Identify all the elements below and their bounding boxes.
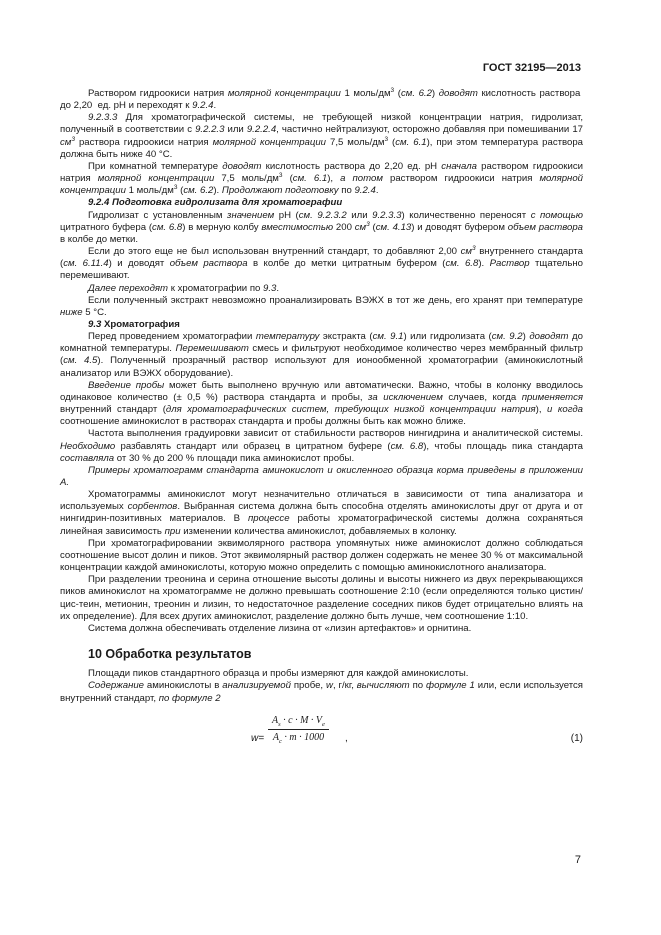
formula-numerator: $A_s \cdot c \cdot M \cdot V_e$ [268, 715, 329, 730]
body-paragraph: Хроматограммы аминокислот могут незначительно отличаться в зависимости от типа анализатора и используемых сорбентов. Выбранная система должна быть способна отделять аминокислоты друг от друга и от нингидрин-позитивных материалов. В процессе работы хроматографической системы должна сохраняться линейная зависимость при изменении количества аминокислот, добавляемых в колонку. [60, 489, 583, 537]
body-paragraph: Если полученный экстракт невозможно проанализировать ВЭЖХ в тот же день, его хранят при температуре ниже 5 °С. [60, 294, 583, 318]
body-paragraph: Система должна обеспечивать отделение лизина от «лизин артефактов» и орнитина. [88, 622, 472, 634]
body-paragraph: Гидролизат с установленным значением рН (см. 9.2.3.2 или 9.2.3.3) количественно переносят с помощью цитратного буфера (см. 6.8) в мерную колбу вместимостью 200 $см^3$ (см. 4.13) и доводят буфером объем раствора в колбе до метки. [60, 209, 583, 245]
formula-trailing: , [345, 732, 348, 744]
body-paragraph: Частота выполнения градуировки зависит от стабильности растворов нингидрина и аналитической системы. Необходимо разбавлять стандарт или образец в цитратном буфере (см. 6.8), чтобы площадь пика стандарта составляла от 30 % до 200 % площади пика аминокислот пробы. [60, 428, 583, 464]
body-paragraphs [60, 88, 583, 635]
subsection-heading: 9.3 Хроматография [88, 318, 180, 330]
document-code-header: ГОСТ 32195—2013 [482, 62, 581, 74]
body-paragraph: Перед проведением хроматографии температуру экстракта (см. 9.1) или гидролизата (см. 9.2) доводят до комнатной температуры. Перемешивают смесь и фильтруют необходимое количество через мембранный фильтр (см. 4.5). Полученный прозрачный раствор используют для ионообменной хроматографии (аминокислотный анализатор или ВЭЖХ оборудование). [60, 331, 584, 379]
body-paragraph: При хроматографировании эквимолярного раствора упомянутых ниже аминокислот должно соблюдаться соотношение высот долин и пиков. Этот эквимолярный раствор должен содержать не менее 30 % от максимальной концентрации каждой аминокислоты, которую можно определить с помощью аминокислотного анализатора. [60, 537, 583, 574]
body-paragraph: Далее переходят к хроматографии по 9.3. [88, 282, 280, 294]
page-number: 7 [574, 854, 581, 866]
formula-number: (1) [570, 732, 583, 744]
formula-fraction [268, 715, 329, 744]
body-paragraph: 9.2.3.3 Для хроматографической системы, не требующей низкой концентрации натрия, гидролизат, полученный в соответствии с 9.2.2.3 или 9.2.2.4, частично нейтрализуют, осторожно добавляя при помешивании 17 $см^3$ раствора гидроокиси натрия молярной концентрации 7,5 моль/$дм^3$ (см. 6.1), при этом температура раствора должна быть ниже 40 °С. [60, 112, 584, 160]
body-paragraph: Площади пиков стандартного образца и пробы измеряют для каждой аминокислоты. [88, 668, 469, 680]
body-paragraph: Введение пробы может быть выполнено вручную или автоматически. Важно, чтобы в колонку вводилось одинаковое количество (± 0,5 %) раствора стандарта и пробы, за исключением случаев, когда применяется внутренний стандарт (для хроматографических систем, требующих низкой концентрации натрия), и когда соотношение аминокислот в растворах стандарта и пробы должны быть как можно ближе. [60, 379, 583, 428]
section-title: 10 Обработка результатов [88, 647, 252, 662]
body-paragraph: Раствором гидроокиси натрия молярной концентрации 1 моль/$дм^3$ (см. 6.2) доводят кислотность раствора до 2,20 ед. рН и переходят к 9.2.4. [60, 86, 583, 112]
body-paragraph: При комнатной температуре доводят кислотность раствора до 2,20 ед. рН сначала раствором гидроокиси натрия молярной концентрации 7,5 моль/$дм^3$ (см. 6.1), а потом раствором гидроокиси натрия молярной концентрации 1 моль/$дм^3$ (см. 6.2). Продолжают подготовку по 9.2.4. [60, 160, 583, 197]
formula-lhs: w= [251, 732, 265, 744]
subsection-heading: 9.2.4 Подготовка гидролизата для хроматографии [88, 197, 343, 209]
formula-denominator: $A_c \cdot m \cdot 1000$ [272, 731, 325, 745]
formula-block [60, 709, 583, 769]
body-paragraph: Примеры хроматограмм стандарта аминокислот и окисленного образца корма приведены в приложении А. [60, 464, 583, 488]
body-paragraph: Содержание аминокислоты в анализируемой пробе, w, г/кг, вычисляют по формуле 1 или, если используется внутренний стандарт, по формуле 2 [60, 680, 583, 704]
section-paragraphs [60, 668, 583, 704]
body-paragraph: При разделении треонина и серина отношение высоты долины и высоты нижнего из двух перекрывающихся пиков аминокислот на хроматограмме не должно превышать соотношение 2:10 (если определяются только цистин/цис-теин, метионин, треонин и лизин, то недостаточное разделение соседних пиков будет отрицательно влиять на их определение). Для всех других аминокислот, разделение должно быть лучше, чем соотношение 1:10. [60, 574, 583, 622]
body-paragraph: Если до этого еще не был использован внутренний стандарт, то добавляют 2,00 $см^3$ внутреннего стандарта (см. 6.11.4) и доводят объем раствора в колбе до метки цитратным буфером (см. 6.8). Раствор тщательно перемешивают. [60, 244, 583, 282]
document-body [60, 88, 583, 769]
